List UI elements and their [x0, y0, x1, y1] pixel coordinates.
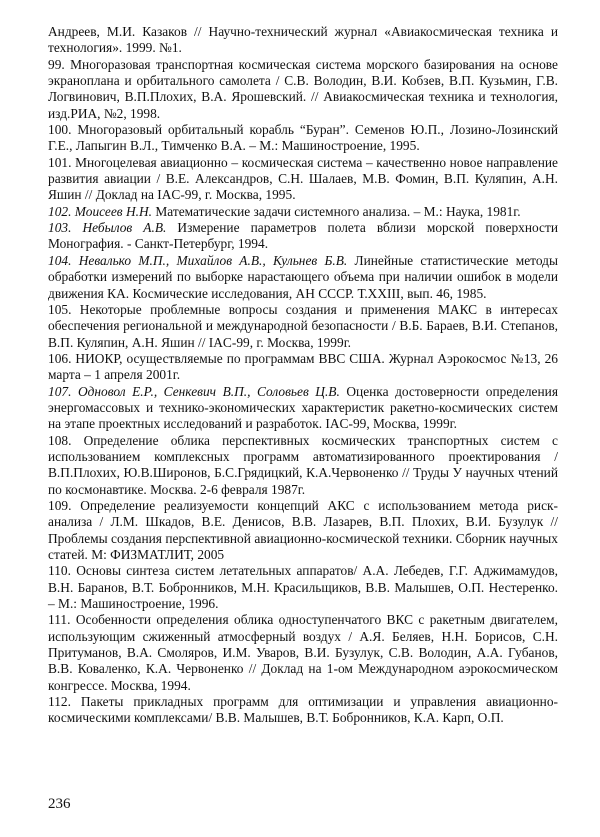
reference-text: Математические задачи системного анализа. – М.: Наука, 1981г.: [152, 203, 521, 219]
reference-text: 100. Многоразовый орбитальный корабль “Буран”. Семенов Ю.П., Лозино-Лозинский Г.Е., Лапыгин В.Л., Тимченко В.А. – М.: Машиностроение, 1995.: [48, 122, 558, 154]
reference-author-italic: 107. Одновол Е.Р., Сенкевич В.П., Соловьев Ц.В.: [48, 383, 340, 399]
reference-text: 101. Многоцелевая авиационно – космическая система – качественно новое направление развития авиации / В.Е. Александров, С.Н. Шалаев, М.В. Фомин, В.П. Куляпин, А.Н. Яшин // Доклад на IAC-99, г. Москва, 1995.: [48, 154, 558, 203]
reference-text: Андреев, М.И. Казаков // Научно-технический журнал «Авиакосмическая техника и технология». 1999. №1.: [48, 24, 558, 56]
reference-112: [48, 694, 558, 727]
reference-text: 112. Пакеты прикладных программ для оптимизации и управления авиационно-космическими комплексами/ В.В. Малышев, В.Т. Бобронников, К.А. Карп, О.П.: [48, 694, 558, 726]
reference-105: [48, 302, 558, 351]
reference-text: 99. Многоразовая транспортная космическая система морского базирования на основе экраноплана и орбитального самолета / С.В. Володин, В.И. Кобзев, В.П. Кузьмин, Г.В. Логвинович, В.П.Плохих, В.А. Ярошевский. // Авиакосмическая техника и технология, изд.РИА, №2, 1998.: [48, 56, 558, 121]
reference-text: Линейные статистические методы обработки измерений по выборке нарастающего объема при наличии ошибок в модели движения КА. Космические исследования, АН СССР. Т.XXIII, вып. 46, 1985.: [48, 252, 558, 301]
reference-text: 106. НИОКР, осуществляемые по программам ВВС США. Журнал Аэрокосмос №13, 26 марта – 1 апреля 2001г.: [48, 350, 558, 383]
references-list: [48, 24, 558, 727]
reference-text: 109. Определение реализуемости концепций АКС с использованием метода риск-анализа / Л.М. Шкадов, В.Е. Денисов, В.В. Лазарев, В.П. Плохих, В.И. Бузулук // Проблемы создания перспективной авиационно-космической техники. Сборник научных статей. М: ФИЗМАТЛИТ, 2005: [48, 497, 558, 562]
reference-99: [48, 57, 558, 122]
reference-100: [48, 122, 558, 155]
reference-continuation: [48, 24, 558, 57]
reference-text: 110. Основы синтеза систем летательных аппаратов/ А.А. Лебедев, Г.Г. Аджимамудов, В.Н. Баранов, В.Т. Бобронников, М.Н. Красильщиков, В.В. Малышев, О.П. Нестеренко. – М.: Машиностроение, 1996.: [48, 563, 558, 612]
reference-108: [48, 433, 558, 498]
reference-106: [48, 351, 558, 384]
reference-101: [48, 155, 558, 204]
reference-111: [48, 612, 558, 694]
reference-text: 108. Определение облика перспективных космических транспортных систем с использованием комплексных программ автоматизированного проектирования / В.П.Плохих, Ю.В.Широнов, Б.С.Грядицкий, К.А.Червоненко // Труды У научных чтений по космонавтике. Москва. 2-6 февраля 1987г.: [48, 432, 558, 497]
reference-102: [48, 204, 558, 220]
reference-text: Оценка достоверности определения энергомассовых и технико-экономических характеристик ракетно-космических систем на этапе проектных исследований и разработок. IAC-99, Москва, 1999г.: [48, 383, 558, 432]
reference-author-italic: 102. Моисеев Н.Н.: [48, 203, 152, 219]
reference-text: 111. Особенности определения облика одноступенчатого ВКС с ракетным двигателем, использующим сжиженный атмосферный воздух / А.Я. Беляев, Н.Н. Борисов, С.Н. Притуманов, В.А. Смоляров, И.М. Уваров, В.И. Бузулук, С.В. Володин, А.А. Губанов, В.В. Коваленко, К.А. Червоненко // Доклад на 1-ом Международном аэрокосмическом конгрессе. Москва, 1994.: [48, 612, 558, 693]
reference-text: Измерение параметров полета вблизи морской поверхности Монография. - Санкт-Петербург, 1994.: [48, 220, 558, 252]
reference-107: [48, 384, 558, 433]
reference-author-italic: 104. Невалько М.П., Михайлов А.В., Кульнев Б.В.: [48, 252, 348, 268]
reference-text: 105. Некоторые проблемные вопросы создания и применения МАКС в интересах обеспечения региональной и международной безопасности / В.Б. Бараев, В.И. Степанов, В.П. Куляпин, А.Н. Яшин // IAC-99, г. Москва, 1999г.: [48, 301, 558, 350]
page-number: 236: [48, 796, 71, 812]
reference-109: [48, 498, 558, 563]
reference-103: [48, 220, 558, 253]
reference-104: [48, 253, 558, 302]
reference-110: [48, 563, 558, 612]
reference-author-italic: 103. Небылов А.В.: [48, 220, 167, 236]
